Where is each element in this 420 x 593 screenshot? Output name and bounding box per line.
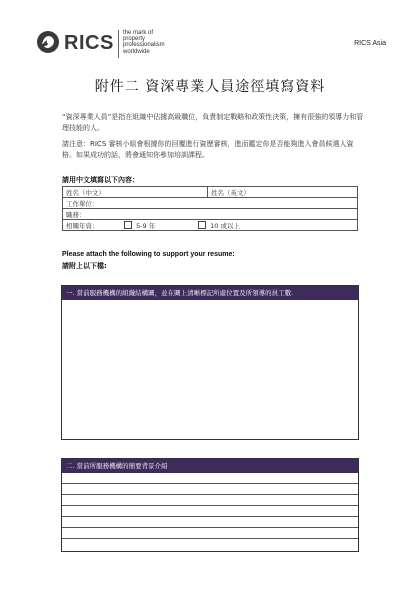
page-title: 附件二 資深專業人員途徑填寫資料 bbox=[94, 79, 326, 95]
org-name: RICS Asia bbox=[354, 40, 386, 47]
option-10-plus[interactable] bbox=[198, 222, 240, 230]
position-field[interactable] bbox=[63, 209, 358, 220]
table-row bbox=[63, 209, 358, 220]
section-title-bar: 二. 當前所服務機構的簡要背景介紹 bbox=[62, 459, 358, 473]
experience-label: 相關年資： bbox=[66, 221, 99, 230]
experience-field bbox=[63, 220, 358, 231]
position-label: 職務： bbox=[66, 210, 86, 219]
employer-field[interactable] bbox=[63, 198, 358, 209]
option-10-plus-label: 10 或以上 bbox=[210, 221, 240, 230]
writing-line bbox=[62, 494, 358, 495]
section-title-bar: 一. 當前服務機構的組織結構圖，並在圖上清晰標記所處位置及所領導的員工數. bbox=[62, 286, 358, 300]
writing-line bbox=[62, 538, 358, 539]
option-5-9-label: 5-9 年 bbox=[136, 221, 156, 230]
checkbox-10-plus[interactable] bbox=[198, 221, 206, 229]
name-zh-field[interactable] bbox=[63, 187, 208, 198]
option-5-9[interactable] bbox=[124, 221, 196, 230]
checkbox-5-9[interactable] bbox=[124, 221, 132, 229]
background-section[interactable] bbox=[61, 458, 359, 552]
name-en-label: 姓名（英文） bbox=[211, 188, 250, 197]
employer-label: 工作單位： bbox=[66, 199, 99, 208]
logo-tagline bbox=[123, 30, 165, 55]
table-row bbox=[63, 198, 358, 209]
tagline-line: property bbox=[123, 36, 146, 43]
writing-line bbox=[62, 516, 358, 517]
notice-paragraph: 請注意：RICS 審核小組會根據你的回覆進行資歷審核，進而鑑定你是否能夠進入會員候選人資格。如果成功的話，將會通知你參加培訓課程。 bbox=[62, 140, 354, 159]
logo-divider bbox=[118, 30, 119, 58]
logo-wordmark: RICS bbox=[64, 32, 114, 54]
attachments-heading-zh: 請附上以下檔: bbox=[62, 262, 107, 270]
table-row bbox=[63, 220, 358, 231]
name-en-field[interactable] bbox=[208, 187, 358, 198]
tagline-line: worldwide bbox=[123, 48, 150, 55]
tagline-line: the mark of bbox=[123, 30, 154, 36]
name-zh-label: 姓名（中文） bbox=[66, 188, 105, 197]
rics-lion-logo-icon bbox=[36, 30, 60, 54]
tagline-line: professionalism bbox=[123, 42, 165, 49]
definition-paragraph: “資深專業人員”是指在組織中佔據高級職位，負責制定戰略和政策性決策，擁有很強的領導力和管理技能的人。 bbox=[62, 113, 364, 132]
writing-line bbox=[62, 483, 358, 484]
attachments-heading-en: Please attach the following to support your resume: bbox=[62, 251, 235, 258]
org-chart-section[interactable] bbox=[61, 285, 359, 440]
writing-line bbox=[62, 505, 358, 506]
writing-line bbox=[62, 527, 358, 528]
form-heading: 請用中文填寫以下內容： bbox=[62, 176, 139, 184]
table-row bbox=[63, 187, 358, 198]
applicant-info-table bbox=[62, 186, 358, 231]
